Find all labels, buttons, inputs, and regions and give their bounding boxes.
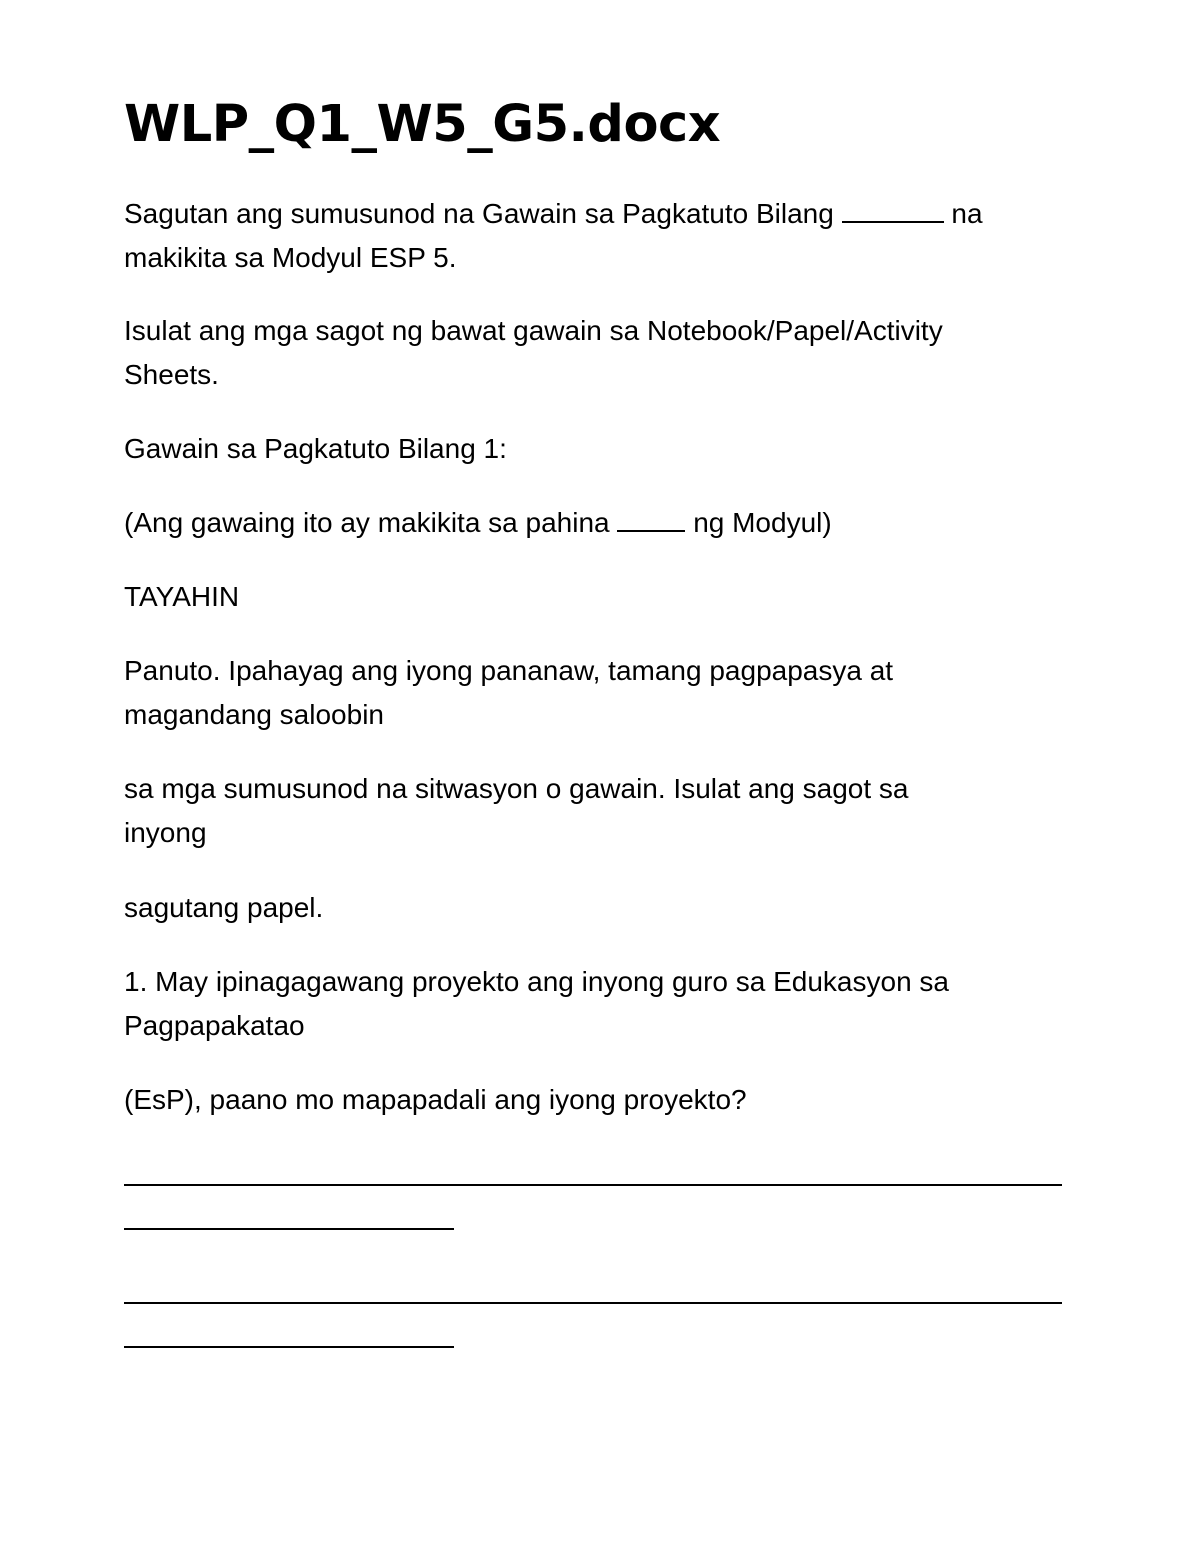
fill-in-blank [842, 197, 944, 223]
directions-line-4: inyong [124, 817, 207, 848]
question-1-line-2: Pagpapakatao [124, 1010, 305, 1041]
instruction-line-2: makikita sa Modyul ESP 5. [124, 242, 457, 273]
section-heading: TAYAHIN [124, 581, 240, 612]
instruction-2-line-1: Isulat ang mga sagot ng bawat gawain sa Notebook/Papel/Activity [124, 315, 943, 346]
answer-line [124, 1228, 454, 1230]
activity-heading: Gawain sa Pagkatuto Bilang 1: [124, 433, 507, 464]
document-title: WLP_Q1_W5_G5.docx [124, 95, 721, 154]
page-note [124, 501, 1074, 545]
answer-line [124, 1346, 454, 1348]
directions-line-2: magandang saloobin [124, 699, 384, 730]
question-number: 1. [124, 966, 148, 997]
instruction-text-end: na [951, 198, 983, 229]
directions-line-3: sa mga sumusunod na sitwasyon o gawain. Isulat ang sagot sa [124, 773, 909, 804]
page-number-blank [617, 506, 685, 532]
answer-line [124, 1302, 1062, 1304]
answer-line [124, 1184, 1062, 1186]
instruction-text: Sagutan ang sumusunod na Gawain sa Pagkatuto Bilang [124, 198, 834, 229]
question-1-line-1 [124, 960, 1074, 1004]
question-text: May ipinagagawang proyekto ang inyong guro sa Edukasyon sa [155, 966, 949, 997]
instruction-line-1 [124, 192, 1074, 236]
instruction-2-line-2: Sheets. [124, 359, 219, 390]
page-note-text: (Ang gawaing ito ay makikita sa pahina [124, 507, 610, 538]
directions-line-1: Panuto. Ipahayag ang iyong pananaw, tamang pagpapasya at [124, 655, 894, 686]
page-note-text-end: ng Modyul) [693, 507, 832, 538]
directions-line-5: sagutang papel. [124, 892, 324, 923]
question-1-line-3: (EsP), paano mo mapapadali ang iyong proyekto? [124, 1084, 747, 1115]
